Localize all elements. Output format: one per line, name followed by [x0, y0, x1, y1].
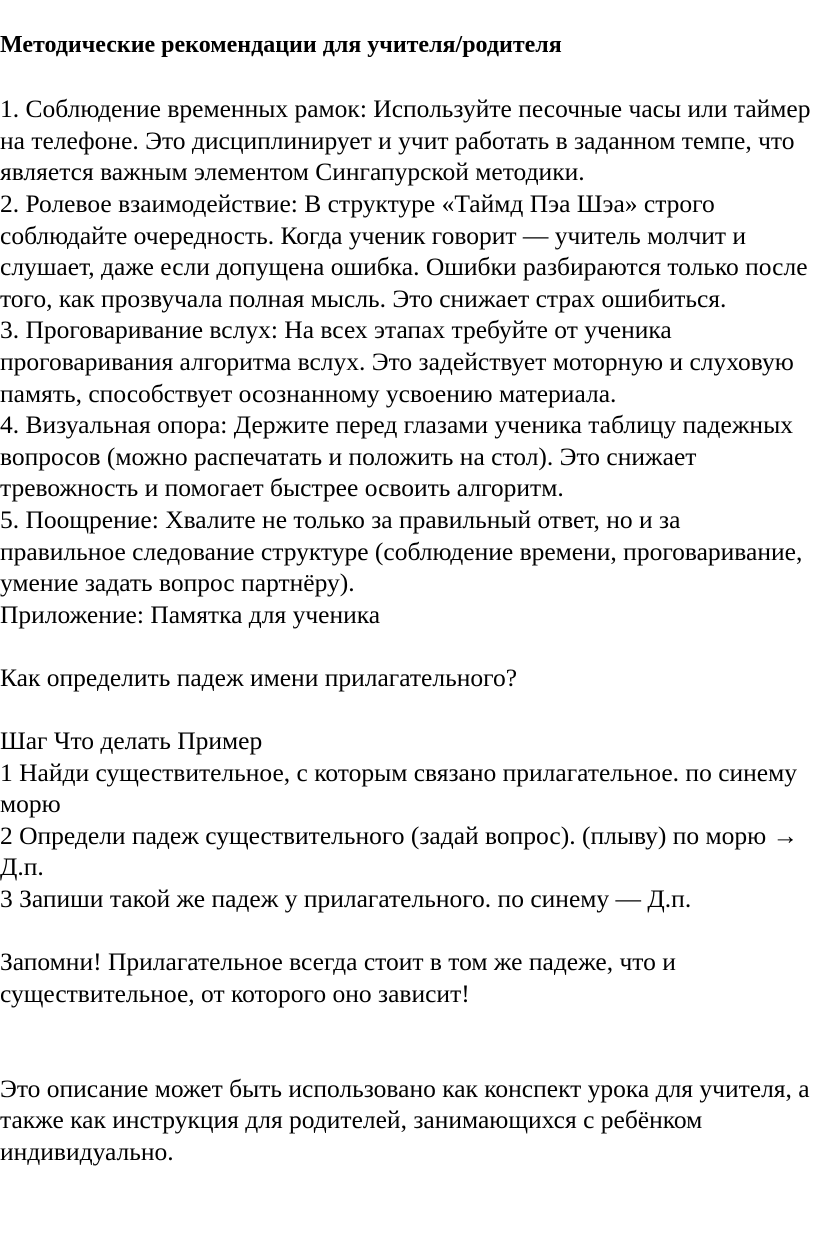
recommendation-item: 2. Ролевое взаимодействие: В структуре «Таймд Пэа Шэа» строго соблюдайте очередность. Когда ученик говорит — учитель молчит и слушает, даже если допущена ошибка. Ошибки разбираются только после того, как прозвучала полная мысль. Это снижает страх ошибиться.	[0, 188, 808, 313]
table-header: Шаг Что делать Пример	[0, 726, 263, 756]
spacer	[0, 1009, 812, 1041]
document-page	[0, 30, 812, 1167]
spacer	[0, 1041, 812, 1073]
table-row: 2 Определи падеж существительного (задай вопрос). (плыву) по морю → Д.п.	[0, 820, 799, 882]
table-row: 1 Найди существительное, с которым связано прилагательное. по синему морю	[0, 757, 798, 819]
question-heading: Как определить падеж имени прилагательного?	[0, 662, 518, 692]
document-title: Методические рекомендации для учителя/родителя	[0, 32, 562, 58]
recommendation-item: 4. Визуальная опора: Держите перед глазами ученика таблицу падежных вопросов (можно распечатать и положить на стол). Это снижает тревожность и помогает быстрее освоить алгоритм.	[0, 410, 793, 503]
recommendation-item: 5. Поощрение: Хвалите не только за правильный ответ, но и за правильное следование структуре (соблюдение времени, проговаривание, умение задать вопрос партнёру).	[0, 504, 803, 598]
recommendation-item: 1. Соблюдение временных рамок: Используйте песочные часы или таймер на телефоне. Это дисциплинирует и учит работать в заданном темпе, что является важным элементом Сингапурской методики.	[0, 94, 811, 187]
remember-note: Запомни! Прилагательное всегда стоит в том же падеже, что и существительное, от которого оно зависит!	[0, 947, 676, 1008]
closing-paragraph: Это описание может быть использовано как конспект урока для учителя, а также как инструкция для родителей, занимающихся с ребёнком индивидуально.	[0, 1073, 810, 1166]
spacer	[0, 630, 812, 662]
spacer	[0, 915, 812, 947]
spacer	[0, 62, 812, 94]
appendix-heading: Приложение: Памятка для ученика	[0, 599, 381, 629]
spacer	[0, 693, 812, 725]
table-row: 3 Запиши такой же падеж у прилагательного. по синему — Д.п.	[0, 884, 692, 914]
recommendation-item: 3. Проговаривание вслух: На всех этапах требуйте от ученика проговаривания алгоритма вслух. Это задействует моторную и слуховую память, способствует осознанному усвоению материала.	[0, 315, 794, 408]
